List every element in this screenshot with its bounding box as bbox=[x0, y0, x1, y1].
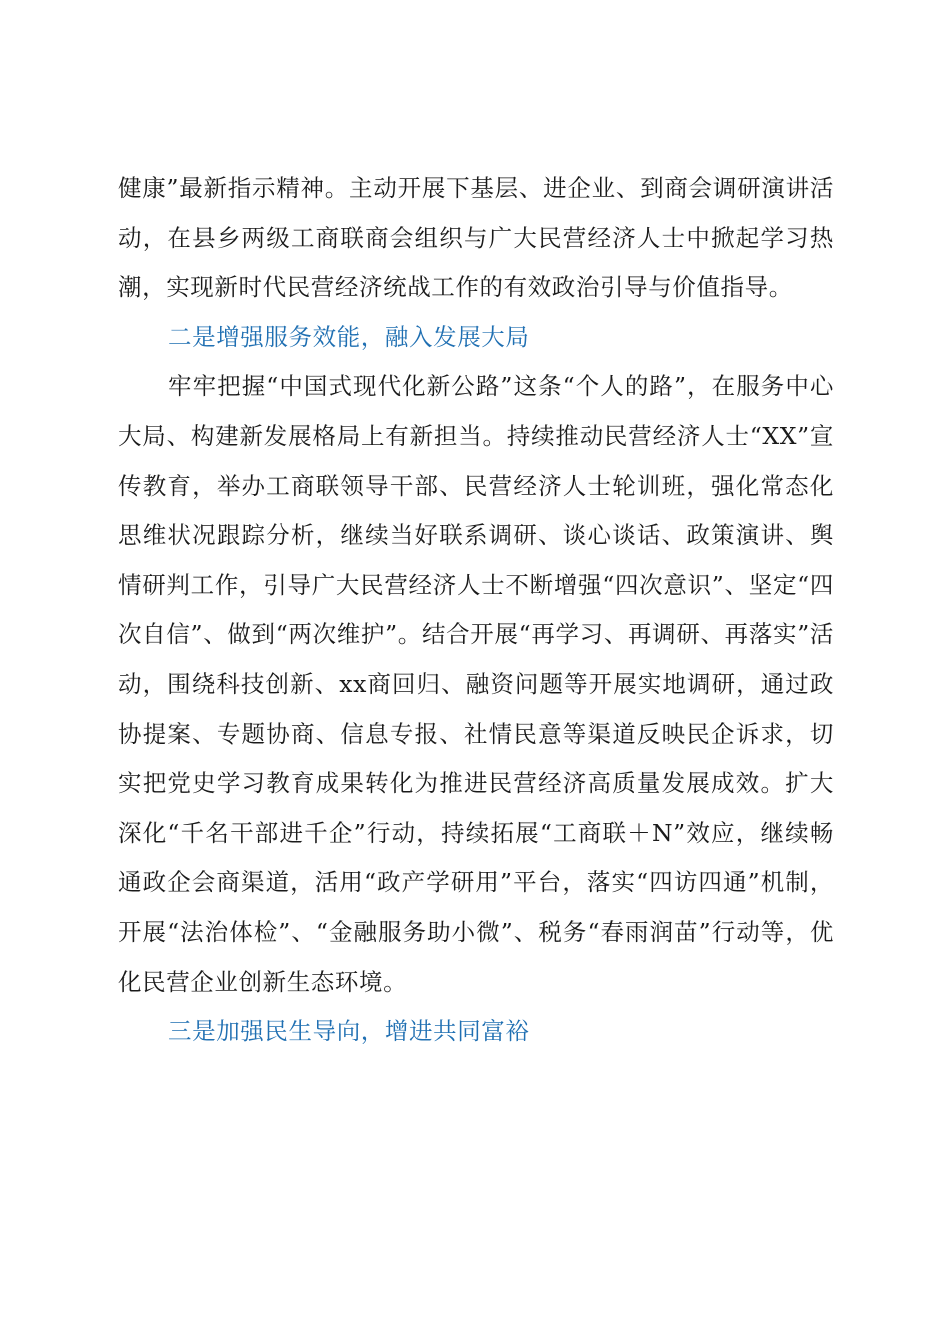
section-heading-3: 三是加强民生导向，增进共同富裕 bbox=[168, 1017, 530, 1046]
document-body bbox=[118, 164, 834, 1057]
paragraph-section-2: 牢牢把握“中国式现代化新公路”这条“个人的路”，在服务中心大局、构建新发展格局上有新担当。持续推动民营经济人士“XX”宣传教育，举办工商联领导干部、民营经济人士轮训班，强化常态化思维状况跟踪分析，继续当好联系调研、谈心谈话、政策演讲、舆情研判工作，引导广大民营经济人士不断增强“四次意识”、坚定“四次自信”、做到“两次维护”。结合开展“再学习、再调研、再落实”活动，围绕科技创新、xx商回归、融资问题等开展实地调研，通过政协提案、专题协商、信息专报、社情民意等渠道反映民企诉求，切实把党史学习教育成果转化为推进民营经济高质量发展成效。扩大深化“千名干部进千企”行动，持续拓展“工商联＋N”效应，继续畅通政企会商渠道，活用“政产学研用”平台，落实“四访四通”机制，开展“法治体检”、“金融服务助小微”、税务“春雨润苗”行动等，优化民营企业创新生态环境。 bbox=[118, 372, 834, 996]
section-heading-2: 二是增强服务效能，融入发展大局 bbox=[168, 322, 530, 351]
paragraph-continued: 健康”最新指示精神。主动开展下基层、进企业、到商会调研演讲活动，在县乡两级工商联商会组织与广大民营经济人士中掀起学习热潮，实现新时代民营经济统战工作的有效政治引导与价值指导。 bbox=[118, 174, 834, 302]
